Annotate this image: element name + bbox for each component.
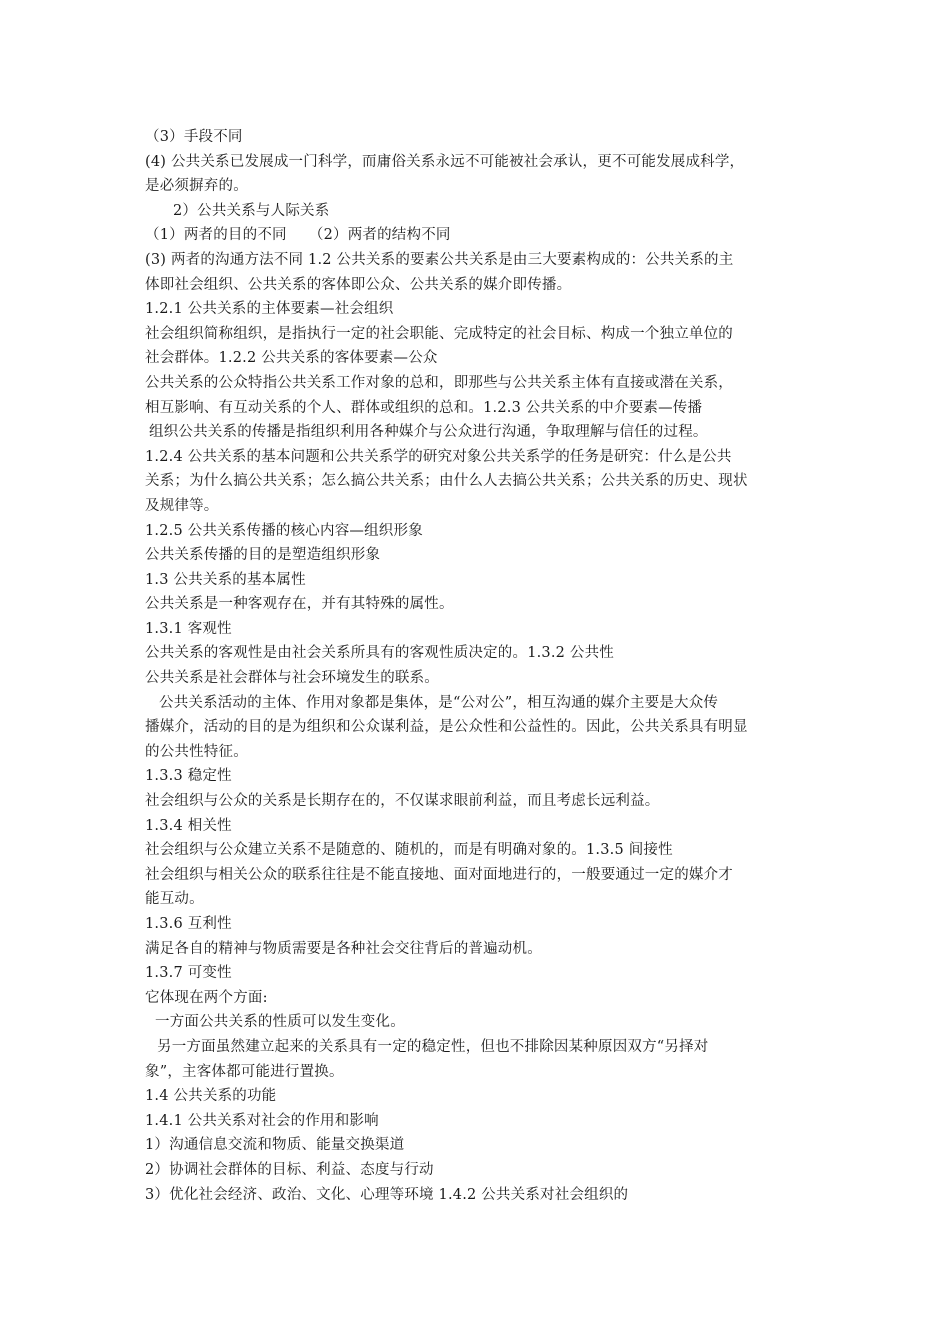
text-line: 2）公共关系与人际关系 bbox=[173, 202, 330, 219]
text-line: 能互动。 bbox=[145, 891, 204, 908]
text-line: 1.3.1 客观性 bbox=[145, 620, 232, 637]
text-line: 2）协调社会群体的目标、利益、态度与行动 bbox=[145, 1161, 434, 1178]
text-line: 另一方面虽然建立起来的关系具有一定的稳定性，但也不排除因某种原因双方“另择对 bbox=[157, 1038, 709, 1055]
text-line: 3）优化社会经济、政治、文化、心理等环境 1.4.2 公共关系对社会组织的 bbox=[145, 1186, 629, 1203]
text-line: 社会群体。1.2.2 公共关系的客体要素—公众 bbox=[145, 350, 438, 367]
text-line: 1.3 公共关系的基本属性 bbox=[145, 571, 306, 588]
text-line: 1.3.6 互利性 bbox=[145, 916, 232, 932]
text-line: 公共关系是社会群体与社会环境发生的联系。 bbox=[145, 670, 439, 687]
text-line: （3）手段不同 bbox=[145, 129, 243, 145]
text-line: 组织公共关系的传播是指组织利用各种媒介与公众进行沟通，争取理解与信任的过程。 bbox=[149, 424, 708, 441]
text-line: 1.2.4 公共关系的基本问题和公共关系学的研究对象公共关系学的任务是研究：什么是公共 bbox=[145, 448, 732, 465]
text-line: 社会组织与公众的关系是长期存在的，不仅谋求眼前利益，而且考虑长远利益。 bbox=[145, 793, 660, 810]
text-line: 体即社会组织、公共关系的客体即公众、公共关系的媒介即传播。 bbox=[145, 276, 572, 293]
text-line: 的公共性特征。 bbox=[145, 743, 248, 760]
text-line: 公共关系活动的主体、作用对象都是集体，是“公对公”，相互沟通的媒介主要是大众传 bbox=[159, 694, 719, 711]
text-line: 1.2.1 公共关系的主体要素—社会组织 bbox=[145, 301, 394, 318]
text-line: 1.2.5 公共关系传播的核心内容—组织形象 bbox=[145, 522, 423, 539]
text-line: 关系；为什么搞公共关系；怎么搞公共关系；由什么人去搞公共关系；公共关系的历史、现状 bbox=[145, 473, 748, 490]
text-line: （1）两者的目的不同 （2）两者的结构不同 bbox=[145, 227, 451, 244]
text-line: (4) 公共关系已发展成一门科学，而庸俗关系永远不可能被社会承认，更不可能发展成科学， bbox=[145, 153, 745, 170]
text-line: 1.3.7 可变性 bbox=[145, 965, 232, 982]
text-line: 1）沟通信息交流和物质、能量交换渠道 bbox=[145, 1137, 405, 1154]
text-line: 社会组织与相关公众的联系往往是不能直接地、面对面地进行的，一般要通过一定的媒介才 bbox=[145, 866, 733, 883]
text-line: 是必须摒弃的。 bbox=[145, 178, 248, 195]
text-line: 1.4 公共关系的功能 bbox=[145, 1088, 277, 1105]
text-line: (3) 两者的沟通方法不同 1.2 公共关系的要素公共关系是由三大要素构成的：公共关系的主 bbox=[145, 251, 734, 268]
document-body bbox=[145, 125, 810, 1207]
text-line: 播媒介，活动的目的是为组织和公众谋利益，是公众性和公益性的。因此，公共关系具有明显 bbox=[145, 719, 748, 736]
text-line: 相互影响、有互动关系的个人、群体或组织的总和。1.2.3 公共关系的中介要素—传播 bbox=[145, 399, 703, 416]
text-line: 象”，主客体都可能进行置换。 bbox=[145, 1063, 344, 1080]
text-line: 公共关系的公众特指公共关系工作对象的总和，即那些与公共关系主体有直接或潜在关系， bbox=[145, 374, 733, 391]
text-line: 社会组织与公众建立关系不是随意的、随机的，而是有明确对象的。1.3.5 间接性 bbox=[145, 842, 673, 859]
text-line: 及规律等。 bbox=[145, 497, 219, 514]
text-line: 社会组织简称组织，是指执行一定的社会职能、完成特定的社会目标、构成一个独立单位的 bbox=[145, 325, 733, 342]
text-line: 它体现在两个方面: bbox=[145, 989, 268, 1006]
text-line: 满足各自的精神与物质需要是各种社会交往背后的普遍动机。 bbox=[145, 940, 542, 957]
text-line: 1.3.4 相关性 bbox=[145, 817, 232, 834]
text-line: 公共关系的客观性是由社会关系所具有的客观性质决定的。1.3.2 公共性 bbox=[145, 645, 615, 662]
text-line: 1.4.1 公共关系对社会的作用和影响 bbox=[145, 1112, 379, 1129]
text-line: 一方面公共关系的性质可以发生变化。 bbox=[155, 1014, 405, 1031]
text-line: 公共关系是一种客观存在，并有其特殊的属性。 bbox=[145, 596, 454, 613]
text-line: 1.3.3 稳定性 bbox=[145, 768, 232, 785]
text-line: 公共关系传播的目的是塑造组织形象 bbox=[145, 547, 381, 564]
